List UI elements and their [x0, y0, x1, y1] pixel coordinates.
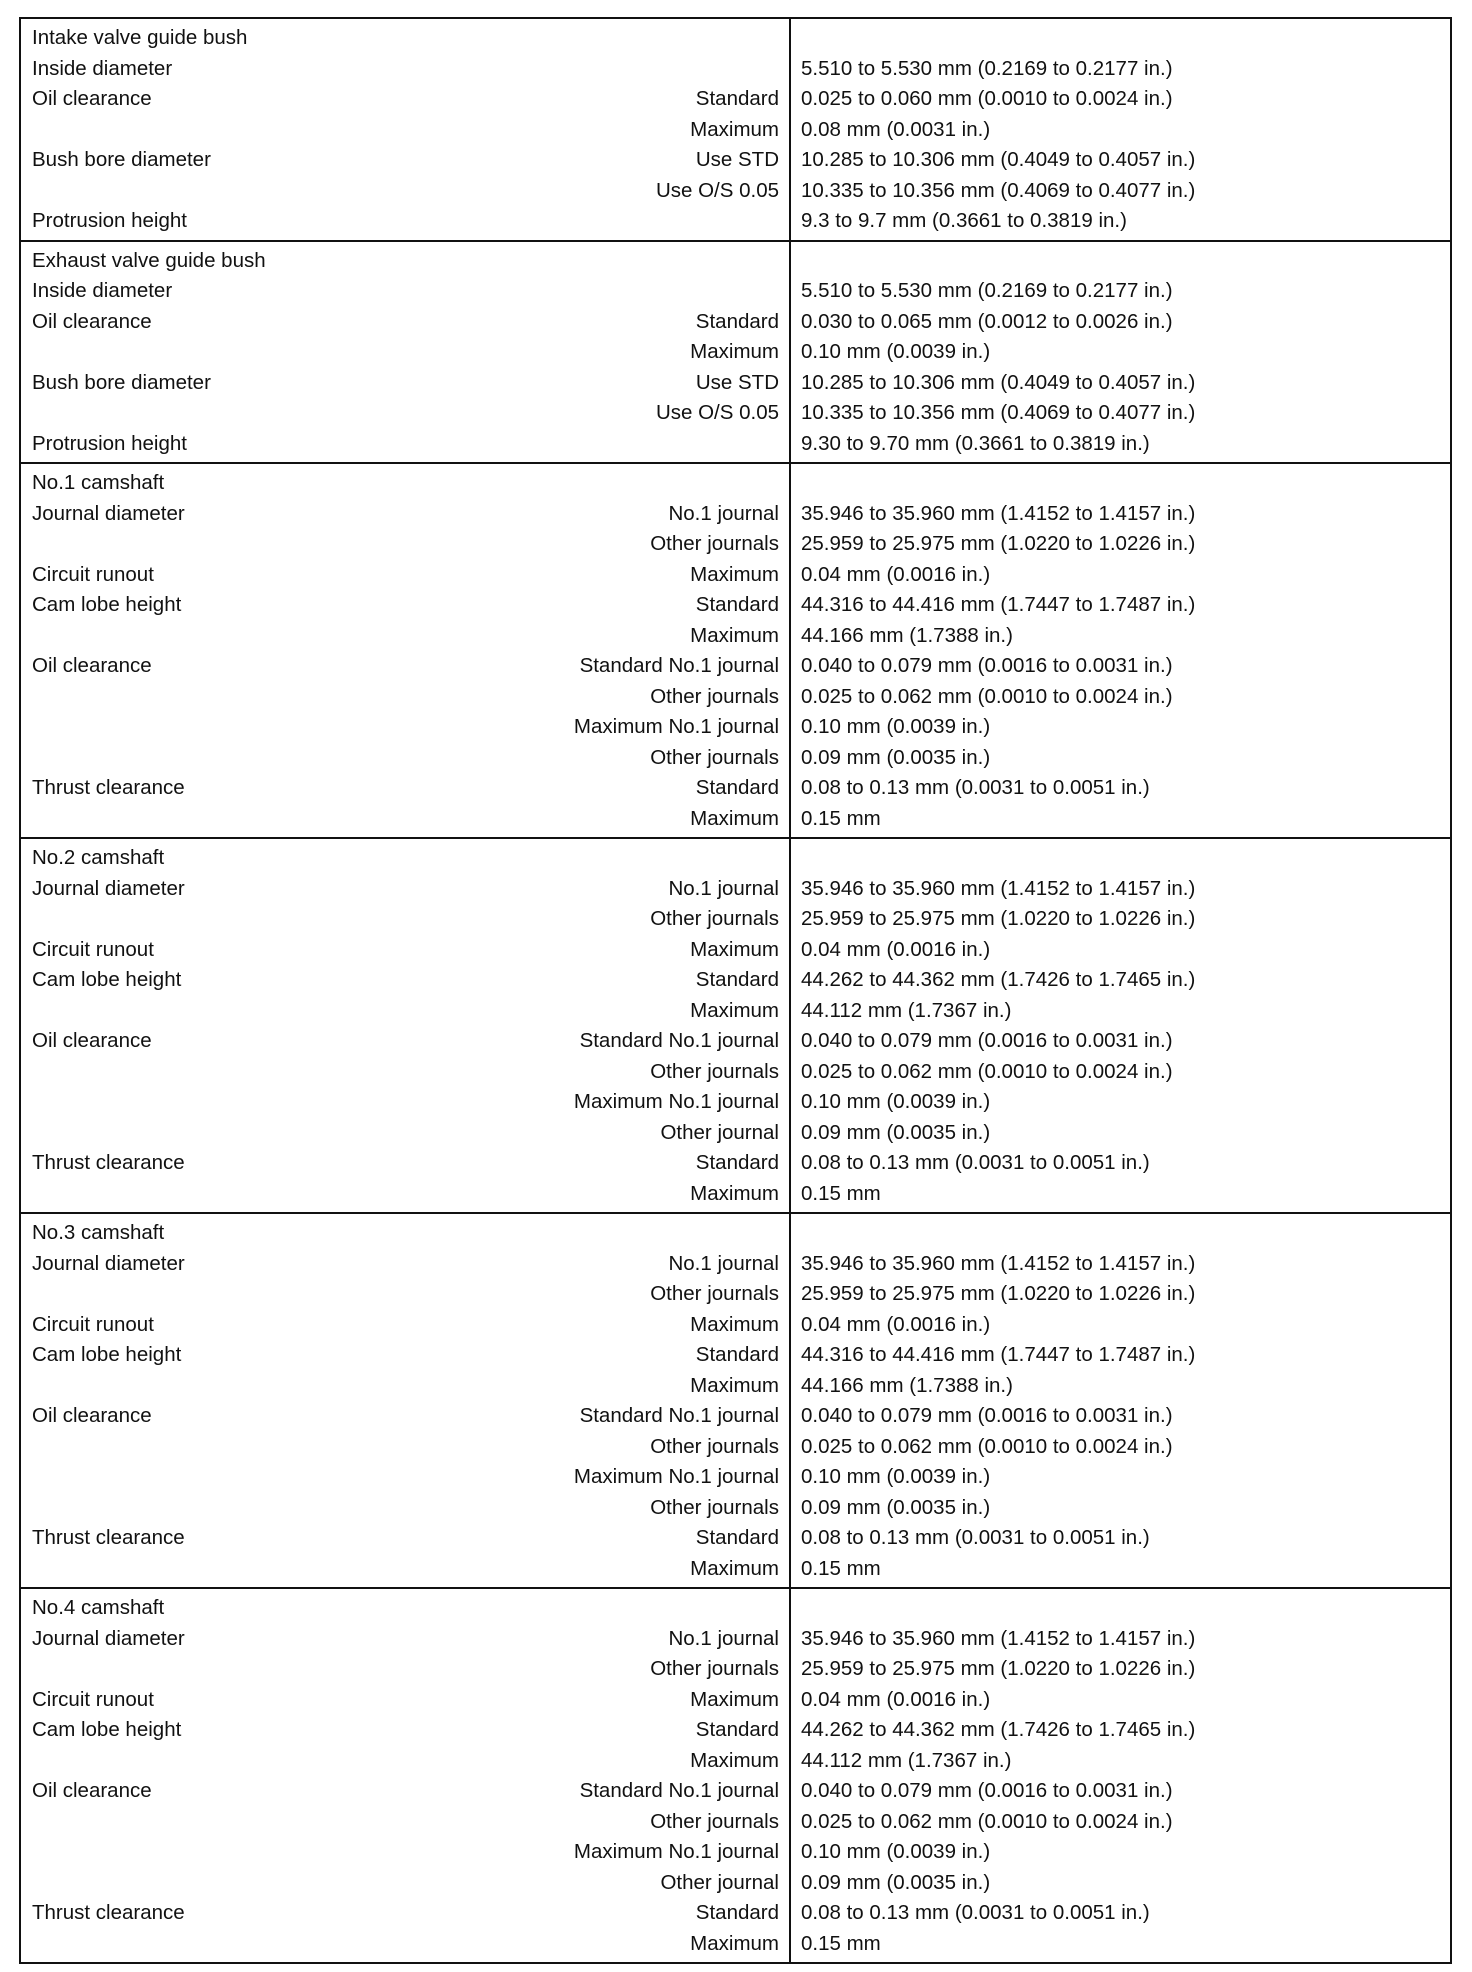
spec-row-label: [32, 1279, 779, 1310]
spec-label: Oil clearance: [32, 654, 152, 677]
spec-row-label: [32, 712, 779, 743]
spec-value: 10.335 to 10.356 mm (0.4069 to 0.4077 in.): [801, 401, 1196, 424]
spec-qualifier: Other journal: [660, 1120, 779, 1144]
spec-table: [19, 17, 1452, 1964]
spec-row-label: [32, 1746, 779, 1777]
spec-section-5: [21, 1212, 1450, 1587]
spec-row-label: [32, 1148, 779, 1179]
spec-value: 0.15 mm: [801, 1556, 881, 1580]
spec-qualifier: Standard: [695, 593, 779, 616]
spec-row-label: [32, 499, 779, 530]
spec-value: 10.285 to 10.306 mm (0.4049 to 0.4057 in.): [801, 370, 1196, 394]
spec-row-label: [32, 276, 779, 307]
spec-label: Circuit runout: [32, 937, 154, 961]
section-title-spacer: [801, 843, 1440, 874]
spec-label: Cam lobe height: [32, 1718, 182, 1741]
spec-labels-column: [21, 464, 791, 837]
spec-label: Oil clearance: [32, 87, 152, 110]
spec-labels-column: [21, 839, 791, 1212]
spec-value: 0.030 to 0.065 mm (0.0012 to 0.0026 in.): [801, 309, 1173, 333]
spec-row-label: [32, 1118, 779, 1149]
spec-label: Circuit runout: [32, 1312, 154, 1336]
spec-row-label: [32, 1776, 779, 1807]
spec-label: Thrust clearance: [32, 1901, 185, 1924]
spec-row-label: [32, 1493, 779, 1524]
spec-value: 44.112 mm (1.7367 in.): [801, 998, 1012, 1022]
spec-qualifier: Maximum: [690, 1373, 779, 1397]
spec-value: 35.946 to 35.960 mm (1.4152 to 1.4157 in.): [801, 501, 1196, 525]
spec-value: 0.08 to 0.13 mm (0.0031 to 0.0051 in.): [801, 776, 1150, 799]
section-title: No.3 camshaft: [32, 1221, 165, 1244]
spec-row-label: [32, 621, 779, 652]
section-title-spacer: [801, 468, 1440, 499]
spec-qualifier: Other journals: [650, 1282, 779, 1305]
spec-qualifier: Use STD: [695, 148, 779, 171]
spec-row-label: [32, 874, 779, 905]
spec-row-label: [32, 1371, 779, 1402]
spec-row-label: [32, 1462, 779, 1493]
spec-row-label: [32, 1837, 779, 1868]
spec-qualifier: Standard No.1 journal: [579, 1779, 779, 1802]
spec-value: 0.10 mm (0.0039 in.): [801, 340, 991, 363]
spec-row-label: [32, 996, 779, 1027]
spec-value: 0.10 mm (0.0039 in.): [801, 1465, 991, 1488]
spec-value: 0.04 mm (0.0016 in.): [801, 1312, 991, 1336]
spec-value: 0.040 to 0.079 mm (0.0016 to 0.0031 in.): [801, 1404, 1173, 1427]
spec-row-label: [32, 1715, 779, 1746]
spec-qualifier: Maximum: [690, 117, 779, 141]
spec-value: 0.025 to 0.062 mm (0.0010 to 0.0024 in.): [801, 1434, 1173, 1458]
spec-row-label: [32, 145, 779, 176]
spec-section-6: [21, 1587, 1450, 1962]
spec-row-label: [32, 115, 779, 146]
spec-row-label: [32, 1310, 779, 1341]
spec-value: 25.959 to 25.975 mm (1.0220 to 1.0226 in.): [801, 907, 1196, 930]
section-title-spacer: [801, 246, 1440, 277]
spec-qualifier: Standard: [695, 968, 779, 991]
spec-row-label: [32, 1523, 779, 1554]
spec-qualifier: Maximum: [690, 1931, 779, 1955]
section-title-spacer: [801, 1593, 1440, 1624]
spec-row-label: [32, 682, 779, 713]
spec-value: 0.025 to 0.062 mm (0.0010 to 0.0024 in.): [801, 1809, 1173, 1833]
spec-value: 9.30 to 9.70 mm (0.3661 to 0.3819 in.): [801, 431, 1150, 455]
spec-label: Oil clearance: [32, 309, 152, 333]
spec-row-label: [32, 1868, 779, 1899]
spec-qualifier: Use STD: [695, 370, 779, 394]
spec-qualifier: Maximum: [690, 1687, 779, 1711]
spec-value: 44.166 mm (1.7388 in.): [801, 623, 1013, 647]
spec-qualifier: Standard: [695, 1901, 779, 1924]
spec-value: 10.335 to 10.356 mm (0.4069 to 0.4077 in.): [801, 178, 1196, 202]
spec-qualifier: Standard: [695, 309, 779, 333]
spec-values-column: [791, 839, 1450, 1212]
spec-value: 10.285 to 10.306 mm (0.4049 to 0.4057 in.): [801, 148, 1196, 171]
spec-row-label: [32, 1087, 779, 1118]
spec-qualifier: Standard No.1 journal: [579, 654, 779, 677]
spec-qualifier: Other journals: [650, 1495, 779, 1519]
spec-row-label: [32, 1432, 779, 1463]
spec-qualifier: Maximum: [690, 1748, 779, 1772]
spec-value: 0.025 to 0.060 mm (0.0010 to 0.0024 in.): [801, 87, 1173, 110]
spec-qualifier: Use O/S 0.05: [655, 401, 779, 424]
spec-row-label: [32, 398, 779, 429]
spec-label: Journal diameter: [32, 1626, 185, 1650]
spec-values-column: [791, 1214, 1450, 1587]
spec-qualifier: Maximum No.1 journal: [573, 1840, 779, 1863]
spec-qualifier: Other journals: [650, 1059, 779, 1083]
spec-section-3: [21, 462, 1450, 837]
spec-values-column: [791, 242, 1450, 463]
spec-label: Oil clearance: [32, 1779, 152, 1802]
spec-row-label: [32, 1179, 779, 1210]
spec-qualifier: Other journals: [650, 684, 779, 708]
spec-label: Circuit runout: [32, 562, 154, 586]
spec-label: Oil clearance: [32, 1404, 152, 1427]
spec-qualifier: Maximum: [690, 937, 779, 961]
spec-value: 0.09 mm (0.0035 in.): [801, 1495, 991, 1519]
spec-value: 0.15 mm: [801, 1931, 881, 1955]
section-title: No.1 camshaft: [32, 471, 165, 494]
spec-labels-column: [21, 19, 791, 240]
spec-qualifier: Other journals: [650, 907, 779, 930]
spec-values-column: [791, 464, 1450, 837]
spec-value: 44.262 to 44.362 mm (1.7426 to 1.7465 in.): [801, 968, 1196, 991]
spec-value: 35.946 to 35.960 mm (1.4152 to 1.4157 in.): [801, 1251, 1196, 1275]
spec-value: 44.316 to 44.416 mm (1.7447 to 1.7487 in.): [801, 1343, 1196, 1366]
spec-row-label: [32, 529, 779, 560]
spec-qualifier: Other journals: [650, 1657, 779, 1680]
spec-values-column: [791, 19, 1450, 240]
spec-qualifier: Maximum: [690, 340, 779, 363]
spec-label: Protrusion height: [32, 431, 187, 455]
spec-row-label: [32, 337, 779, 368]
spec-qualifier: Standard: [695, 87, 779, 110]
spec-qualifier: Maximum No.1 journal: [573, 1090, 779, 1113]
spec-qualifier: Standard: [695, 1526, 779, 1549]
section-title: No.4 camshaft: [32, 1596, 165, 1619]
spec-qualifier: Maximum: [690, 806, 779, 830]
section-title: No.2 camshaft: [32, 846, 165, 869]
spec-qualifier: No.1 journal: [668, 876, 779, 900]
spec-row-label: [32, 84, 779, 115]
spec-value: 0.040 to 0.079 mm (0.0016 to 0.0031 in.): [801, 1029, 1173, 1052]
spec-value: 0.040 to 0.079 mm (0.0016 to 0.0031 in.): [801, 654, 1173, 677]
spec-qualifier: Maximum: [690, 623, 779, 647]
spec-label: Cam lobe height: [32, 1343, 182, 1366]
spec-value: 44.316 to 44.416 mm (1.7447 to 1.7487 in.): [801, 593, 1196, 616]
spec-labels-column: [21, 242, 791, 463]
spec-value: 0.08 mm (0.0031 in.): [801, 117, 991, 141]
spec-value: 44.112 mm (1.7367 in.): [801, 1748, 1012, 1772]
spec-label: Thrust clearance: [32, 1151, 185, 1174]
section-title-spacer: [801, 1218, 1440, 1249]
spec-value: 0.10 mm (0.0039 in.): [801, 1090, 991, 1113]
spec-qualifier: Maximum: [690, 998, 779, 1022]
spec-value: 0.15 mm: [801, 1181, 881, 1205]
section-title: Exhaust valve guide bush: [32, 248, 266, 272]
spec-qualifier: Other journal: [660, 1870, 779, 1894]
spec-value: 35.946 to 35.960 mm (1.4152 to 1.4157 in.): [801, 876, 1196, 900]
spec-value: 0.08 to 0.13 mm (0.0031 to 0.0051 in.): [801, 1526, 1150, 1549]
spec-row-label: [32, 804, 779, 835]
spec-qualifier: Standard No.1 journal: [579, 1029, 779, 1052]
spec-label: Journal diameter: [32, 501, 185, 525]
spec-qualifier: Standard: [695, 1151, 779, 1174]
spec-row-label: [32, 965, 779, 996]
spec-qualifier: Other journals: [650, 1434, 779, 1458]
spec-qualifier: Standard: [695, 776, 779, 799]
spec-value: 0.15 mm: [801, 806, 881, 830]
spec-value: 0.025 to 0.062 mm (0.0010 to 0.0024 in.): [801, 684, 1173, 708]
spec-row-label: [32, 651, 779, 682]
spec-values-column: [791, 1589, 1450, 1962]
spec-qualifier: No.1 journal: [668, 501, 779, 525]
spec-section-2: [21, 240, 1450, 463]
spec-value: 0.08 to 0.13 mm (0.0031 to 0.0051 in.): [801, 1151, 1150, 1174]
spec-value: 0.09 mm (0.0035 in.): [801, 1870, 991, 1894]
spec-row-label: [32, 1929, 779, 1960]
spec-row-label: [32, 1685, 779, 1716]
spec-label: Journal diameter: [32, 1251, 185, 1275]
spec-qualifier: Maximum No.1 journal: [573, 715, 779, 738]
spec-row-label: [32, 590, 779, 621]
spec-row-label: [32, 1654, 779, 1685]
spec-row-label: [32, 1249, 779, 1280]
spec-value: 0.040 to 0.079 mm (0.0016 to 0.0031 in.): [801, 1779, 1173, 1802]
spec-row-label: [32, 1401, 779, 1432]
spec-value: 0.04 mm (0.0016 in.): [801, 1687, 991, 1711]
spec-qualifier: Standard: [695, 1718, 779, 1741]
section-title: Intake valve guide bush: [32, 26, 248, 49]
spec-value: 0.09 mm (0.0035 in.): [801, 745, 991, 769]
spec-labels-column: [21, 1589, 791, 1962]
spec-row-label: [32, 1026, 779, 1057]
spec-row-label: [32, 773, 779, 804]
spec-qualifier: Other journals: [650, 532, 779, 555]
spec-row-label: [32, 560, 779, 591]
spec-qualifier: No.1 journal: [668, 1626, 779, 1650]
spec-label: Circuit runout: [32, 1687, 154, 1711]
spec-row-label: [32, 54, 779, 85]
section-title-spacer: [801, 23, 1440, 54]
spec-label: Oil clearance: [32, 1029, 152, 1052]
spec-label: Cam lobe height: [32, 968, 182, 991]
spec-qualifier: Maximum: [690, 1181, 779, 1205]
spec-qualifier: Maximum No.1 journal: [573, 1465, 779, 1488]
spec-qualifier: No.1 journal: [668, 1251, 779, 1275]
spec-value: 0.09 mm (0.0035 in.): [801, 1120, 991, 1144]
spec-label: Thrust clearance: [32, 1526, 185, 1549]
spec-row-label: [32, 176, 779, 207]
spec-row-label: [32, 1554, 779, 1585]
spec-qualifier: Other journals: [650, 745, 779, 769]
spec-section-1: [21, 19, 1450, 240]
spec-value: 0.04 mm (0.0016 in.): [801, 937, 991, 961]
spec-value: 44.166 mm (1.7388 in.): [801, 1373, 1013, 1397]
spec-label: Thrust clearance: [32, 776, 185, 799]
spec-row-label: [32, 935, 779, 966]
spec-qualifier: Other journals: [650, 1809, 779, 1833]
spec-label: Cam lobe height: [32, 593, 182, 616]
spec-label: Bush bore diameter: [32, 370, 211, 394]
spec-value: 0.08 to 0.13 mm (0.0031 to 0.0051 in.): [801, 1901, 1150, 1924]
spec-value: 9.3 to 9.7 mm (0.3661 to 0.3819 in.): [801, 209, 1127, 232]
spec-value: 35.946 to 35.960 mm (1.4152 to 1.4157 in.): [801, 1626, 1196, 1650]
spec-value: 0.025 to 0.062 mm (0.0010 to 0.0024 in.): [801, 1059, 1173, 1083]
spec-row-label: [32, 429, 779, 460]
spec-label: Journal diameter: [32, 876, 185, 900]
spec-value: 25.959 to 25.975 mm (1.0220 to 1.0226 in.): [801, 1657, 1196, 1680]
spec-label: Bush bore diameter: [32, 148, 211, 171]
spec-row-label: [32, 1624, 779, 1655]
spec-value: 25.959 to 25.975 mm (1.0220 to 1.0226 in.): [801, 1282, 1196, 1305]
spec-row-label: [32, 206, 779, 237]
spec-qualifier: Maximum: [690, 1556, 779, 1580]
spec-row-label: [32, 307, 779, 338]
spec-value: 25.959 to 25.975 mm (1.0220 to 1.0226 in.): [801, 532, 1196, 555]
spec-qualifier: Use O/S 0.05: [655, 178, 779, 202]
spec-value: 0.04 mm (0.0016 in.): [801, 562, 991, 586]
spec-value: 44.262 to 44.362 mm (1.7426 to 1.7465 in.): [801, 1718, 1196, 1741]
spec-value: 5.510 to 5.530 mm (0.2169 to 0.2177 in.): [801, 56, 1173, 80]
spec-row-label: [32, 368, 779, 399]
spec-qualifier: Maximum: [690, 562, 779, 586]
spec-qualifier: Standard No.1 journal: [579, 1404, 779, 1427]
spec-row-label: [32, 1807, 779, 1838]
spec-row-label: [32, 1057, 779, 1088]
spec-section-4: [21, 837, 1450, 1212]
spec-qualifier: Maximum: [690, 1312, 779, 1336]
spec-value: 0.10 mm (0.0039 in.): [801, 715, 991, 738]
spec-labels-column: [21, 1214, 791, 1587]
spec-row-label: [32, 904, 779, 935]
spec-row-label: [32, 743, 779, 774]
spec-value: 0.10 mm (0.0039 in.): [801, 1840, 991, 1863]
spec-label: Inside diameter: [32, 279, 173, 302]
spec-label: Protrusion height: [32, 209, 187, 232]
spec-row-label: [32, 1340, 779, 1371]
spec-value: 5.510 to 5.530 mm (0.2169 to 0.2177 in.): [801, 279, 1173, 302]
spec-label: Inside diameter: [32, 56, 173, 80]
spec-row-label: [32, 1898, 779, 1929]
spec-qualifier: Standard: [695, 1343, 779, 1366]
